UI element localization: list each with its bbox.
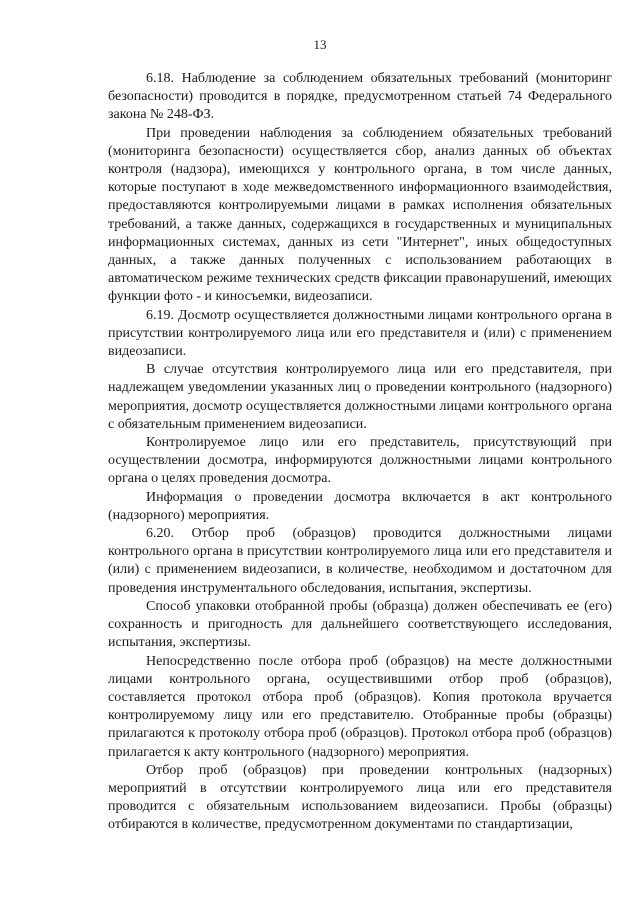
paragraph-inspection-act: Информация о проведении досмотра включается в акт контрольного (надзорного) мероприятия. — [108, 489, 612, 523]
paragraph-6-19: 6.19. Досмотр осуществляется должностными лицами контрольного органа в присутствии контролируемого лица или его представителя и (или) с применением видеозаписи. — [108, 307, 612, 360]
paragraph-sample-packaging: Способ упаковки отобранной пробы (образца) должен обеспечивать ее (его) сохранность и пригодность для дальнейшего соответствующего исследования, испытания, экспертизы. — [108, 598, 612, 651]
paragraph-6-18: 6.18. Наблюдение за соблюдением обязательных требований (мониторинг безопасности) проводится в порядке, предусмотренном статьей 74 Федерального закона № 248-ФЗ. — [108, 71, 612, 123]
document-body — [108, 70, 612, 835]
paragraph-monitoring-details: При проведении наблюдения за соблюдением обязательных требований (мониторинга безопасности) осуществляется сбор, анализ данных об объектах контроля (надзора), имеющихся у контрольного органа, в том числе данных, которые поступают в ходе межведомственного информационного взаимодействия, предоставляются контролируемыми лицами в рамках исполнения обязательных требований, а также данных, содержащихся в государственных и муниципальных информационных системах, данных из сети "Интернет", иных общедоступных данных, а также данных полученных с использованием работающих в автоматическом режиме технических средств фиксации правонарушений, имеющих функции фото - и киносъемки, видеозаписи. — [108, 125, 612, 305]
paragraph-absence-inspection: В случае отсутствия контролируемого лица или его представителя, при надлежащем уведомлении указанных лиц о проведении контрольного (надзорного) мероприятия, досмотр осуществляется должностными лицами контрольного органа с обязательным применением видеозаписи. — [108, 362, 612, 432]
page-number: 13 — [313, 37, 327, 52]
paragraph-inspection-informing: Контролируемое лицо или его представитель, присутствующий при осуществлении досмотра, информируются должностными лицами контрольного органа о целях проведения досмотра. — [108, 435, 612, 487]
paragraph-6-20: 6.20. Отбор проб (образцов) проводится должностными лицами контрольного органа в присутствии контролируемого лица или его представителя и (или) с применением видеозаписи, в количестве, необходимом и достаточном для проведения инструментального обследования, испытания, экспертизы. — [108, 526, 612, 596]
paragraph-sample-protocol: Непосредственно после отбора проб (образцов) на месте должностными лицами контрольного органа, осуществившими отбор проб (образцов), составляется протокол отбора проб (образцов). Копия протокола вручается контролируемому лицу или его представителю. Отобранные пробы (образцы) прилагаются к протоколу отбора проб (образцов). Протокол отбора проб (образцов) прилагается к акту контрольного (надзорного) мероприятия. — [108, 653, 612, 760]
paragraph-sample-absence: Отбор проб (образцов) при проведении контрольных (надзорных) мероприятий в отсутствии контролируемого лица или его представителя проводится с обязательным использованием видеозаписи. Пробы (образцы) отбираются в количестве, предусмотренном документами по стандартизации, — [108, 762, 612, 833]
